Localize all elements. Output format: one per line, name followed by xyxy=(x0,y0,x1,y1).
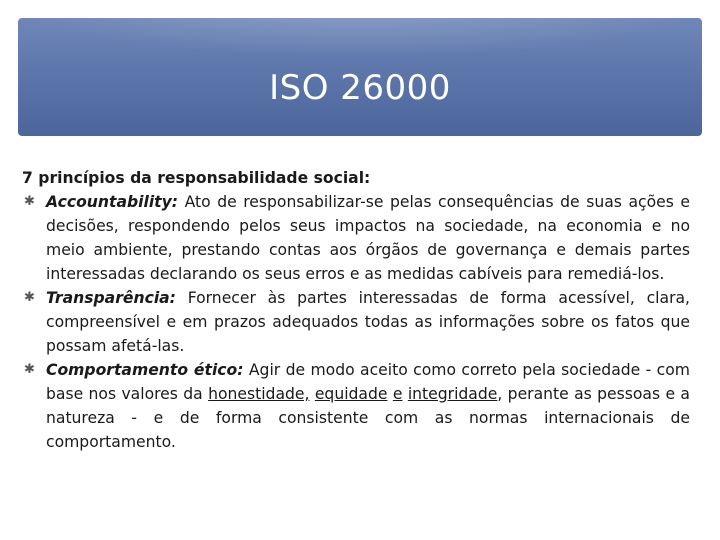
slide-title: ISO 26000 xyxy=(269,68,451,108)
text-accountability: Ato de responsabilizar-se pelas consequências de suas ações e decisões, respondendo pelos seus impactos na sociedade, na economia e no meio ambiente, prestando contas aos órgãos de governança e demais partes interessadas declarando os seus erros e as medidas cabíveis para remediá-los. xyxy=(46,193,690,283)
asterisk-bullet-icon: ✱ xyxy=(24,362,35,377)
term-accountability: Accountability: xyxy=(46,193,179,211)
list-item-transparencia xyxy=(22,286,690,358)
asterisk-bullet-icon: ✱ xyxy=(24,194,35,209)
list-item-accountability xyxy=(22,190,690,286)
underlined-honestidade: honestidade, xyxy=(208,385,310,403)
underlined-integridade: integridade xyxy=(407,385,498,403)
text-transparencia: Fornecer às partes interessadas de forma acessível, clara, compreensível e em prazos adequados todas as informações sobre os fatos que possam afetá-las. xyxy=(46,289,690,355)
asterisk-bullet-icon: ✱ xyxy=(24,290,35,305)
title-band xyxy=(18,18,702,136)
text-comportamento-a: Agir de modo aceito como correto pela sociedade - com base nos valores da xyxy=(46,361,690,403)
list-item-comportamento-etico xyxy=(22,358,690,454)
slide-content xyxy=(22,166,690,454)
text-comportamento-b: , perante as pessoas e a natureza - e de forma consistente com as normas internacionais de comportamento. xyxy=(46,385,690,451)
underlined-e: e xyxy=(392,385,403,403)
underlined-equidade: equidade xyxy=(314,385,388,403)
principles-list xyxy=(22,190,690,454)
term-comportamento-etico: Comportamento ético: xyxy=(46,361,244,379)
principles-heading: 7 princípios da responsabilidade social: xyxy=(22,169,371,187)
term-transparencia: Transparência: xyxy=(46,289,176,307)
